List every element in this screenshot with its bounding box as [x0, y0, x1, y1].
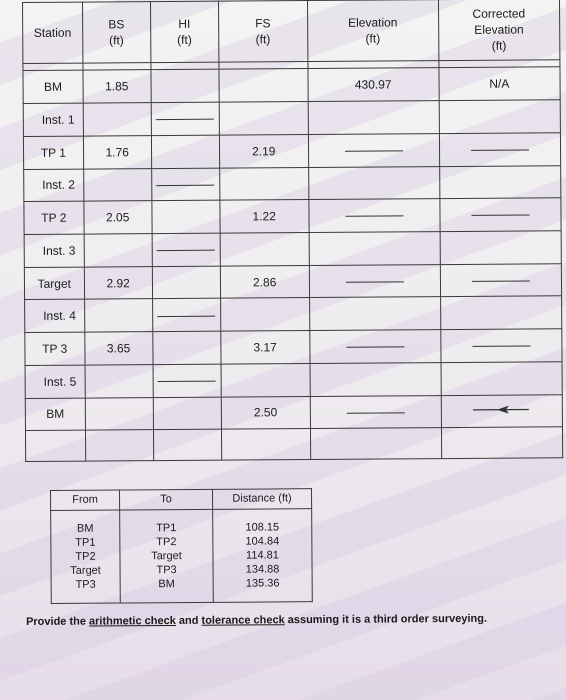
elevation-cell — [310, 362, 441, 396]
answer-blank-line — [471, 150, 529, 151]
fs-cell: 2.86 — [220, 265, 309, 298]
table-row — [25, 296, 562, 332]
answer-blank-line — [156, 184, 214, 185]
corrected-cell — [440, 329, 562, 363]
elevation-cell — [310, 395, 441, 429]
bs-cell — [85, 364, 153, 397]
corrected-cell — [439, 198, 561, 232]
answer-blank-line — [157, 315, 215, 316]
table-row — [24, 231, 561, 267]
elevation-cell — [309, 232, 440, 266]
elevation-cell — [309, 297, 440, 331]
elevation-cell: 430.97 — [308, 68, 439, 102]
fs-cell — [220, 232, 309, 265]
bs-cell: 1.85 — [83, 70, 151, 103]
bs-cell: 1.76 — [83, 135, 151, 168]
corrected-cell — [441, 362, 563, 396]
distance-header: Distance (ft) — [212, 489, 311, 509]
corrected-cell — [440, 231, 562, 265]
hi-cell — [152, 200, 220, 233]
distance-column: 108.15 104.84 114.81 134.88 135.36 — [213, 508, 313, 602]
elevation-cell — [309, 330, 440, 364]
distance-header-row — [51, 489, 312, 511]
elevation-cell — [308, 133, 439, 167]
table-row — [24, 198, 561, 234]
table-row — [24, 165, 561, 201]
answer-blank-line — [158, 381, 216, 382]
elevation-cell — [309, 199, 440, 233]
header-hi: HI (ft) — [150, 1, 218, 63]
bs-cell — [85, 397, 153, 430]
from-header: From — [51, 490, 120, 510]
answer-blank-line — [346, 281, 404, 282]
station-cell: Inst. 4 — [25, 299, 85, 332]
fs-cell — [220, 298, 309, 331]
answer-blank-line — [471, 215, 529, 216]
answer-blank-line — [472, 346, 530, 347]
hi-cell — [152, 299, 220, 332]
station-cell: Inst. 3 — [24, 234, 84, 267]
bs-cell: 3.65 — [84, 332, 152, 365]
table-row — [23, 133, 560, 169]
fs-cell: 2.50 — [221, 396, 310, 429]
corrected-cell — [440, 296, 562, 330]
corrected-cell — [439, 165, 561, 199]
answer-blank-line — [157, 250, 215, 251]
instruction-text: Provide the arithmetic check and tolerance check assuming it is a third order surveying. — [26, 612, 488, 628]
station-cell: TP 1 — [23, 136, 83, 169]
hi-cell — [153, 364, 221, 397]
from-column: BM TP1 TP2 Target TP3 — [51, 510, 121, 604]
hi-cell — [153, 397, 221, 430]
bs-cell: 2.05 — [84, 201, 152, 234]
hi-cell — [152, 233, 220, 266]
hi-cell — [152, 266, 220, 299]
header-bs: BS (ft) — [82, 2, 150, 64]
table-row — [23, 67, 560, 103]
leveling-table — [22, 0, 563, 462]
table-row — [23, 100, 560, 136]
distance-body-row — [51, 508, 313, 603]
table-row — [25, 329, 562, 365]
elevation-cell — [309, 264, 440, 298]
station-cell: TP 3 — [25, 332, 85, 365]
table-row — [25, 394, 562, 430]
station-cell: BM — [25, 398, 85, 431]
station-cell: Inst. 5 — [25, 365, 85, 398]
to-column: TP1 TP2 Target TP3 BM — [120, 509, 214, 603]
answer-blank-line — [346, 412, 404, 413]
corrected-cell — [440, 263, 562, 297]
elevation-cell — [308, 166, 439, 200]
station-cell: TP 2 — [24, 201, 84, 234]
elevation-cell — [308, 101, 439, 135]
hi-cell — [152, 331, 220, 364]
bs-cell — [83, 168, 151, 201]
table-row — [24, 263, 561, 299]
answer-blank-line — [472, 280, 530, 281]
bs-cell — [83, 103, 151, 136]
station-cell: Inst. 2 — [24, 169, 84, 202]
bs-cell: 2.92 — [84, 266, 152, 299]
fs-cell — [219, 102, 308, 135]
fs-cell — [219, 167, 308, 200]
header-elevation: Elevation (ft) — [307, 0, 438, 62]
corrected-cell — [441, 394, 563, 428]
fs-cell: 2.19 — [219, 134, 308, 167]
station-cell: Inst. 1 — [23, 103, 83, 136]
answer-blank-line — [346, 347, 404, 348]
fs-cell: 3.17 — [221, 331, 310, 364]
arrow-left-icon — [473, 405, 531, 415]
answer-blank-line — [156, 119, 214, 120]
header-station: Station — [23, 2, 83, 64]
bs-cell — [84, 299, 152, 332]
hi-cell — [151, 102, 219, 135]
answer-blank-line — [345, 150, 403, 151]
header-fs: FS (ft) — [218, 1, 307, 63]
station-cell: BM — [23, 71, 83, 104]
table-row — [25, 362, 562, 398]
table-header-row — [23, 0, 560, 64]
fs-cell — [219, 69, 308, 102]
corrected-cell: N/A — [439, 67, 561, 101]
to-header: To — [120, 489, 213, 509]
bs-cell — [84, 234, 152, 267]
hi-cell — [151, 135, 219, 168]
header-corrected-elevation: Corrected Elevation (ft) — [438, 0, 560, 61]
fs-cell — [221, 363, 310, 396]
distance-table — [50, 488, 313, 604]
corrected-cell — [439, 133, 561, 167]
hi-cell — [151, 168, 219, 201]
corrected-cell — [439, 100, 561, 134]
answer-blank-line — [345, 216, 403, 217]
empty-row — [25, 427, 562, 462]
fs-cell: 1.22 — [220, 200, 309, 233]
hi-cell — [151, 70, 219, 103]
station-cell: Target — [24, 267, 84, 300]
